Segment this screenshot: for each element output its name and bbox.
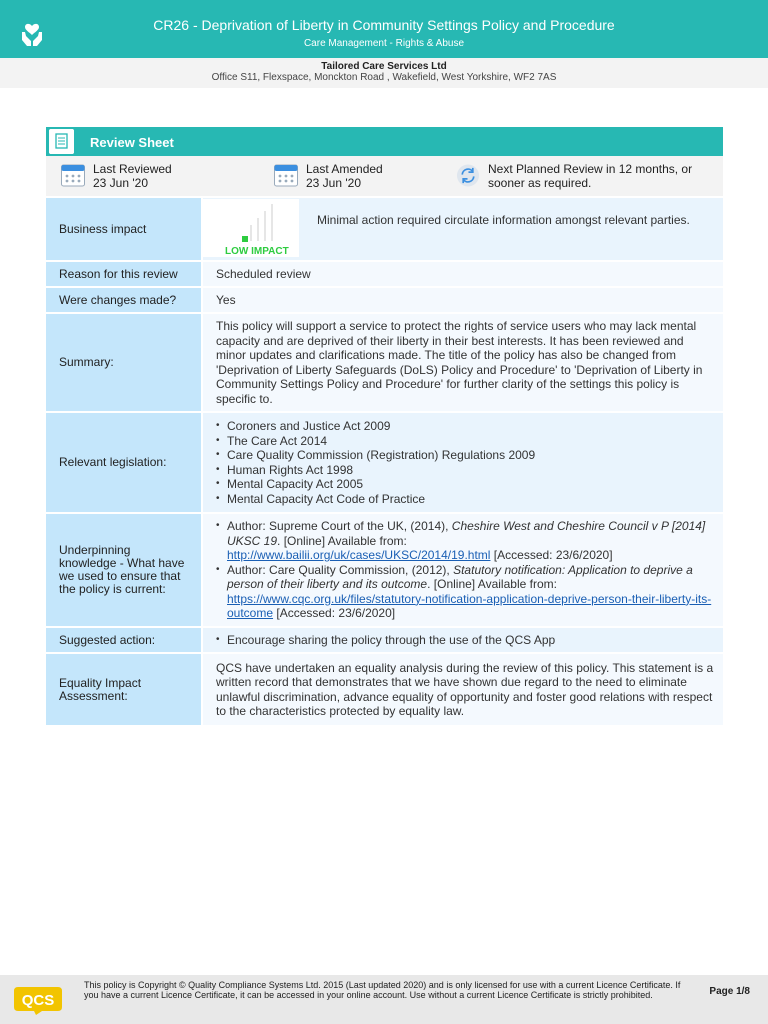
legislation-row — [46, 413, 723, 512]
underpinning-value — [203, 514, 723, 626]
equality-row — [46, 654, 723, 725]
reference-item: • Author: Care Quality Commission, (2012), Statutory notification: Application to deprive a person of their liberty and its outcome. [Online] Available from: https://www.cqc.org.uk/files/statutory-notification-application-deprive-person-their-liberty-its-outcome [Accessed: 23/6/2020] — [216, 563, 715, 621]
reference-link[interactable]: http://www.bailii.org/uk/cases/UKSC/2014/19.html — [227, 548, 491, 563]
list-item: • The Care Act 2014 — [216, 434, 715, 449]
impact-level: LOW IMPACT — [225, 246, 289, 257]
equality-label: Equality Impact Assessment: — [46, 654, 201, 725]
reason-value: Scheduled review — [203, 262, 723, 286]
summary-label: Summary: — [46, 314, 201, 411]
changes-value: Yes — [203, 288, 723, 312]
copyright-notice: This policy is Copyright © Quality Compliance Systems Ltd. 2015 (Last updated 2020) and is only licensed for use with a current Licence Certificate. If you have a current Licence Certificate, it can be accessed in your online account. Use without a current Licence Certificate is strictly prohibited. — [84, 980, 681, 1000]
summary-row — [46, 314, 723, 411]
legislation-label: Relevant legislation: — [46, 413, 201, 512]
suggested-action-label: Suggested action: — [46, 628, 201, 652]
business-impact-row — [46, 198, 723, 260]
legislation-value — [203, 413, 723, 512]
document-title: CR26 - Deprivation of Liberty in Community Settings Policy and Procedure — [153, 17, 615, 33]
review-dates — [46, 156, 723, 196]
equality-value: QCS have undertaken an equality analysis during the review of this policy. This statement is a written record that demonstrates that we have shown due regard to the need to eliminate unlawful discrimination, advance equality of opportunity and foster good relations with respect to the characteristics protected by equality law. — [203, 654, 723, 725]
next-review-text: Next Planned Review in 12 months, or sooner as required. — [488, 162, 693, 190]
review-sheet-title: Review Sheet — [90, 135, 174, 150]
last-reviewed-label: Last Reviewed — [93, 162, 172, 176]
underpinning-label: Underpinning knowledge - What have we used to ensure that the policy is current: — [46, 514, 201, 626]
last-amended-date: 23 Jun '20 — [306, 176, 362, 190]
impact-description: Minimal action required circulate information amongst relevant parties. — [317, 213, 690, 227]
svg-text:QCS: QCS — [21, 992, 55, 1009]
document-category: Care Management - Rights & Abuse — [303, 38, 465, 49]
calendar-icon — [61, 164, 85, 187]
top-banner — [0, 0, 768, 58]
underpinning-row — [46, 514, 723, 626]
business-impact-label: Business impact — [46, 198, 201, 260]
reference-link[interactable]: https://www.cqc.org.uk/files/statutory-notification-application-deprive-person-their-liberty-its-outcome — [227, 591, 712, 621]
calendar-icon — [274, 164, 298, 187]
business-impact-value — [203, 198, 723, 260]
last-amended-label: Last Amended — [306, 162, 383, 176]
organisation-address: Office S11, Flexspace, Monckton Road , Wakefield, West Yorkshire, WF2 7AS — [211, 72, 557, 83]
list-item: • Mental Capacity Act 2005 — [216, 477, 715, 492]
reason-row — [46, 262, 723, 286]
reason-label: Reason for this review — [46, 262, 201, 286]
reference-item: • Author: Supreme Court of the UK, (2014), Cheshire West and Cheshire Council v P [2014] UKSC 19. [Online] Available from: http://www.bailii.org/uk/cases/UKSC/2014/19.html [Accessed: 23/6/2020] — [216, 519, 715, 563]
organisation-info — [0, 58, 768, 88]
suggested-action-row — [46, 628, 723, 652]
list-item: • Care Quality Commission (Registration) Regulations 2009 — [216, 448, 715, 463]
changes-label: Were changes made? — [46, 288, 201, 312]
impact-meter-icon — [203, 199, 299, 257]
list-item: • Encourage sharing the policy through the use of the QCS App — [216, 633, 715, 648]
changes-row — [46, 288, 723, 312]
document-icon — [49, 129, 74, 154]
list-item: • Human Rights Act 1998 — [216, 463, 715, 478]
qcs-logo — [12, 985, 64, 1015]
review-sheet — [46, 127, 723, 725]
suggested-action-value — [203, 628, 723, 652]
organisation-name: Tailored Care Services Ltd — [321, 61, 447, 72]
refresh-icon — [456, 164, 480, 187]
review-sheet-header — [46, 127, 723, 156]
page-number: Page 1/8 — [709, 986, 750, 997]
last-reviewed-date: 23 Jun '20 — [93, 176, 149, 190]
list-item: • Coroners and Justice Act 2009 — [216, 419, 715, 434]
list-item: • Mental Capacity Act Code of Practice — [216, 492, 715, 507]
summary-value: This policy will support a service to protect the rights of service users who may lack mental capacity and are deprived of their liberty in their best interests. It has been reviewed and minor updates and clarifications made. The title of the policy has also be changed from 'Deprivation of Liberty Safeguards (DoLS) Policy and Procedure' to 'Deprivation of Liberty in Community Settings Policy and Procedure' for further clarity of the settings this policy is specific to. — [203, 314, 723, 411]
footer — [0, 975, 768, 1024]
